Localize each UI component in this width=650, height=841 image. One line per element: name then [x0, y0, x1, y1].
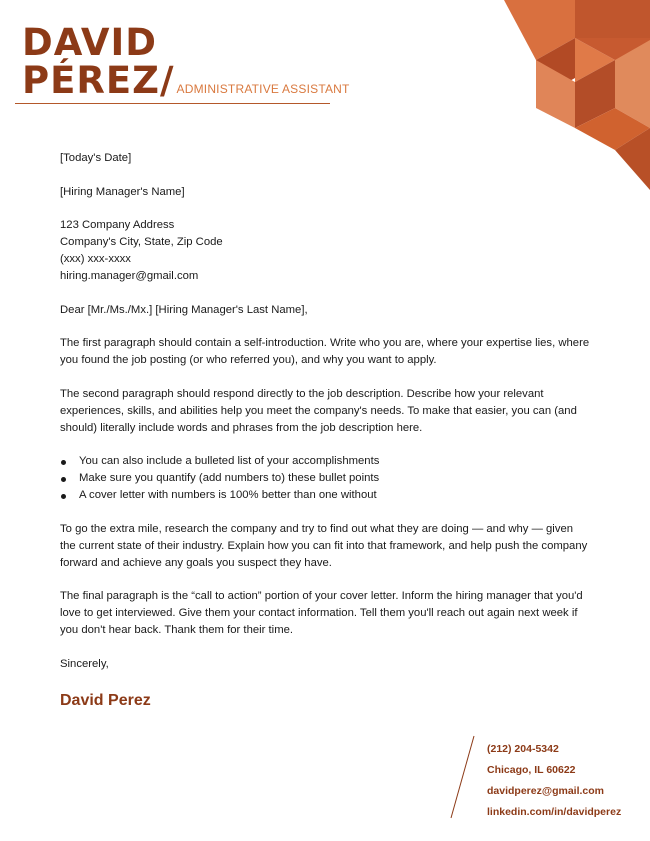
paragraph: To go the extra mile, research the company and try to find out what they are doing — and why — given the current state of their industry. Explain how you can fit into that framework, and help push the company forward and achieve any goals you suspect they have.: [60, 522, 588, 569]
name-last: PÉREZ/: [22, 59, 175, 102]
signature-name: David Perez: [60, 692, 151, 709]
contact-email: davidperez@gmail.com: [487, 785, 605, 797]
list-item: You can also include a bulleted list of your accomplishments: [60, 453, 590, 470]
paragraph: The first paragraph should contain a self-introduction. Write who you are, where your expertise lies, where you found the job posting (or who referred you), and why you want to apply.: [60, 337, 590, 366]
address-line: Company's City, State, Zip Code: [60, 236, 223, 248]
header-divider: [15, 103, 330, 104]
applicant-name: [22, 21, 350, 108]
name-first: DAVID: [22, 21, 157, 64]
list-item: A cover letter with numbers is 100% better than one without: [60, 487, 590, 504]
paragraph: The final paragraph is the “call to action” portion of your cover letter. Inform the hiring manager that you'd love to get interviewed. Give them your contact information. Tell them you'll reach out again next week if you don't hear back. Thank them for their time.: [60, 590, 583, 636]
closing: Sincerely,: [60, 657, 109, 670]
letter-date: [Today's Date]: [60, 152, 132, 164]
list-item: Make sure you quantify (add numbers to) these bullet points: [60, 470, 590, 487]
hiring-manager-name: [Hiring Manager's Name]: [60, 185, 185, 198]
address-line: 123 Company Address: [60, 219, 175, 231]
contact-location: Chicago, IL 60622: [487, 764, 576, 776]
paragraph: The second paragraph should respond directly to the job description. Describe how your relevant experiences, skills, and abilities help you meet the company's needs. To make that easier, you can (and should) literally include words and phrases from the job description here.: [60, 387, 577, 434]
contact-block: [487, 739, 621, 823]
letter-body: [60, 150, 590, 689]
accomplishment-list: [60, 453, 590, 504]
contact-linkedin: linkedin.com/in/davidperez: [487, 806, 622, 818]
contact-divider-slash: [448, 735, 478, 819]
address-line: (xxx) xxx-xxxx: [60, 253, 131, 265]
job-title: ADMINISTRATIVE ASSISTANT: [176, 82, 350, 96]
recipient-address: [60, 217, 590, 285]
contact-phone: (212) 204-5342: [487, 743, 559, 755]
address-line: hiring.manager@gmail.com: [60, 270, 199, 282]
salutation: Dear [Mr./Ms./Mx.] [Hiring Manager's Last Name],: [60, 303, 308, 316]
